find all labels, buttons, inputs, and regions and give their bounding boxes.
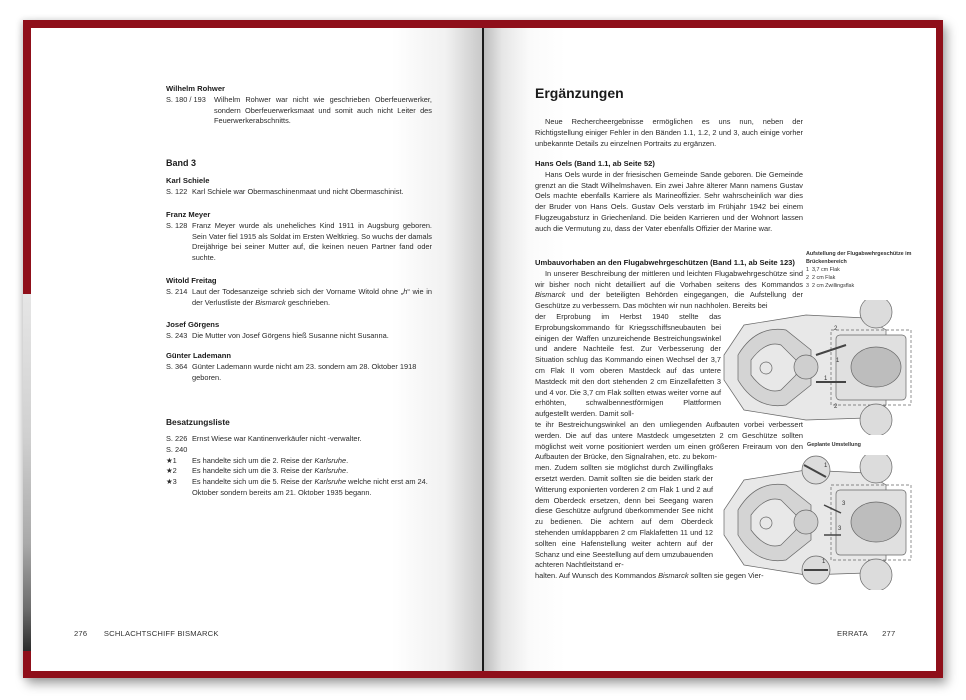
entry-text: Franz Meyer wurde als uneheliches Kind 1911 in Augsburg geboren. Sein Vater fiel 1915 als Soldat im Ersten Weltkrieg. So wuchs der damals Dreijährige bei seiner Mutter auf, die keinen neuen Partner fand oder suchte. xyxy=(192,220,432,263)
entry-text: Die Mutter von Josef Görgens hieß Susanne nicht Susanna. xyxy=(192,330,389,340)
entry-karl-schiele xyxy=(166,176,432,198)
page-number: 277 xyxy=(882,629,896,638)
entry-name: Franz Meyer xyxy=(166,210,211,219)
page-number: 276 xyxy=(74,629,88,638)
besatzungsliste xyxy=(166,434,432,499)
entry-josef-goergens xyxy=(166,320,432,342)
label-3: 3 xyxy=(838,526,842,532)
section-text-2: der Erprobung im Herbst 1940 stellte das Erprobungskommando für Kriegsschiffsneubauten bei einigen der Waffen unzureichende Bestreichungswinkel und andere Nachteile fest. Zur Verbesserung der Situation schlug das Kommando einen Wechsel der 3,7 cm Flak II vom oberen Mastdeck auf das untere Mastdeck mit den dort stehenden 2 cm Einzellafetten 3 und 4 vor. Die 3,7 cm Flak sollten etwas weiter vorne auf erhöhten, schwalbennestförmigen Plattformen aufgestellt werden. Damit soll- xyxy=(535,311,721,419)
list-item: S. 226 Ernst Wiese war Kantinenverkäufer nicht -verwalter. xyxy=(166,434,362,443)
section-heading: Hans Oels (Band 1.1, ab Seite 52) xyxy=(535,159,655,168)
list-item: ★3 Es handelte sich um die 5. Reise der Karlsruhe welche nicht erst am 24. Oktober sondern bereits am 21. Oktober 1935 begann. xyxy=(166,477,428,497)
running-title: ERRATA xyxy=(837,629,868,638)
list-item: S. 240 xyxy=(166,444,188,454)
entry-name: Karl Schiele xyxy=(166,176,210,185)
section-hans-oels xyxy=(535,159,803,235)
legend-item: 2 2 cm Flak xyxy=(806,275,836,281)
nest-platform-top xyxy=(802,456,830,484)
besatzungsliste-heading: Besatzungsliste xyxy=(166,417,230,427)
legend-item: 3 2 cm Zwillingsflak xyxy=(806,283,855,289)
label-1: 1 xyxy=(824,376,828,382)
entry-text: Wilhelm Rohwer war nicht wie geschrieben Oberfeuerwerker, sondern Oberfeuerwerksmaat und somit auch nicht Leiter des Feuerwerkerabschnitts. xyxy=(214,94,432,126)
entry-name: Günter Lademann xyxy=(166,351,231,360)
tower-circle xyxy=(794,355,818,379)
label-1: 1 xyxy=(836,358,840,364)
figure-caption-planned: Geplante Umstellung xyxy=(807,442,861,448)
section-text: Hans Oels wurde in der friesischen Gemeinde Sande geboren. Die Gemeinde grenzt an die Stadt Wilhelmshaven. Ein zwei Jahre älterer Mann namens Gustav Oels machte ebenfalls Karriere als Marineoffizier. Sehr wahrscheinlich war dies der Bruder von Hans Oels. Gustav Oels verstarb im Frühjahr 1942 bei einem Flugzeugabsturz in Griechenland. Die beiden Karrieren und der Wohnort lassen auch die Vermutung zu, dass der Vater ebenfalls Offizier der Marine war. xyxy=(535,169,803,233)
section-text-5: halten. Auf Wunsch des Kommandos Bismarck sollten sie gegen Vier- xyxy=(535,571,764,581)
label-3: 3 xyxy=(842,501,846,507)
entry-name: Witold Freitag xyxy=(166,276,217,285)
section-heading: Umbauvorhaben an den Flugabwehrgeschützen (Band 1.1, ab Seite 123) xyxy=(535,258,795,267)
label-1: 1 xyxy=(824,463,828,469)
entry-franz-meyer xyxy=(166,210,432,264)
band3-heading: Band 3 xyxy=(166,158,197,168)
entry-text: Laut der Todesanzeige schrieb sich der Vorname Witold ohne „h“ wie in der Verlustliste der Bismarck geschrieben. xyxy=(192,286,432,307)
page-ref: S. 214 xyxy=(166,286,188,296)
ship-diagram-planned xyxy=(716,455,916,590)
section-text-3: te ihr Bestreichungswinkel an den umliegenden Aufbauten vorbei verbessert werden. Die auf das untere Mastdeck umgesetzten 2 cm Geschütze sollten möglichst weit vorne positioniert werden um einen größeren Freiraum von den Aufbauten der Brücke, den Signalrahen, etc. zu bekom- xyxy=(535,419,803,462)
funnel xyxy=(851,347,901,387)
label-2: 2 xyxy=(834,326,838,332)
entry-guenter-lademann xyxy=(166,351,432,383)
page-title: Ergänzungen xyxy=(535,85,624,101)
entry-text: Karl Schiele war Obermaschinenmaat und nicht Obermaschinist. xyxy=(192,186,404,196)
caption-title: Aufstellung der Flugabwehrgeschütze im Brückenbereich xyxy=(806,251,912,265)
intro-paragraph: Neue Rechercheergebnisse ermöglichen es uns nun, neben der Richtigstellung einiger Fehler in den Bänden 1.1, 1.2, 2 und 3, auch einige vorher unbekannte Details zu einzelnen Portraits zu ergänzen. xyxy=(535,117,803,148)
tower-circle xyxy=(794,510,818,534)
gun-tub-bottom xyxy=(860,559,892,590)
section-text-1: In unserer Beschreibung der mittleren und leichten Flugabwehrgeschütze sind wir bisher noch nicht detailliert auf die Vorhaben seitens des Kommandos Bismarck und der beteiligten Behörden eingegangen, die Aufstellung der Geschütze zu verbessern. Das möchten wir nun nachholen. Bereits bei xyxy=(535,268,803,311)
figure-caption xyxy=(806,250,926,290)
page-ref: S. 364 xyxy=(166,361,188,371)
label-2: 2 xyxy=(834,404,838,410)
gun-tub-bottom xyxy=(860,404,892,435)
funnel xyxy=(851,502,901,542)
entry-witold-freitag xyxy=(166,276,432,308)
entry-wilhelm-rohwer xyxy=(166,84,432,127)
ship-diagram-current xyxy=(716,300,916,435)
page-ref: S. 180 / 193 xyxy=(166,94,206,104)
list-item: ★2 Es handelte sich um die 3. Reise der Karlsruhe. xyxy=(166,466,349,476)
running-title: SCHLACHTSCHIFF BISMARCK xyxy=(103,629,219,638)
entry-text: Günter Lademann wurde nicht am 23. sondern am 28. Oktober 1918 geboren. xyxy=(192,361,417,382)
cover-photo-edge xyxy=(23,294,31,651)
gun-tub-top xyxy=(860,455,892,483)
left-page-footer xyxy=(74,629,219,638)
gun-tub-top xyxy=(860,300,892,328)
right-page-footer xyxy=(837,629,895,638)
page-ref: S. 243 xyxy=(166,330,188,340)
entry-name: Josef Görgens xyxy=(166,320,220,329)
label-1: 1 xyxy=(822,559,826,565)
page-ref: S. 128 xyxy=(166,220,188,230)
page-ref: S. 122 xyxy=(166,186,188,196)
list-item: ★1 Es handelte sich um die 2. Reise der Karlsruhe. xyxy=(166,455,349,465)
section-text-4: men. Zudem sollten sie möglichst durch Zwillingflaks ersetzt werden. Damit sollten sie die beiden stark der Witterung exponierten vorderen 2 cm Flak 1 und 2 auf dem Oberdeck ersetzen, denn bei Seegang waren diese Geschütze aufgrund überkommender See nicht zu bedienen. Die achtern auf dem Oberdeck stehenden umklappbaren 2 cm Flaklafetten 11 und 12 sollten eine Hafenstellung weiter achtern auf der Schanz und eine Seestellung auf dem umzubauenden achteren Nachtleitstand er- xyxy=(535,463,713,570)
entry-name: Wilhelm Rohwer xyxy=(166,84,225,93)
legend-item: 1 3,7 cm Flak xyxy=(806,267,840,273)
